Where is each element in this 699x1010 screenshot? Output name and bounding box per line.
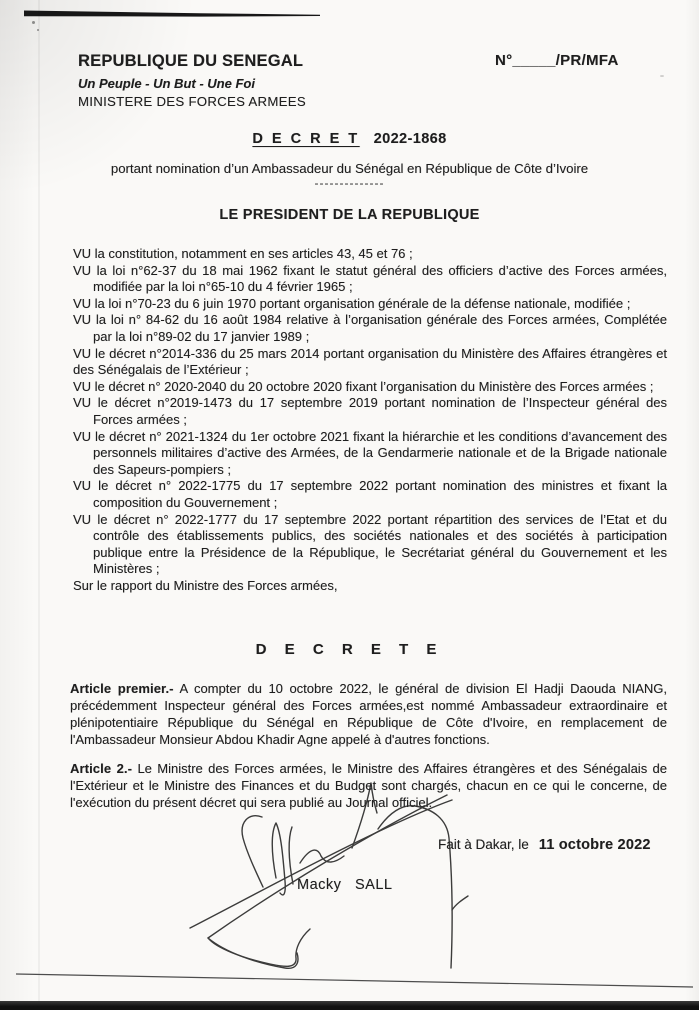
article-premier <box>70 681 667 749</box>
decree-title <box>0 131 699 147</box>
visa-clauses <box>73 246 667 594</box>
decree-date: 11 octobre 2022 <box>538 837 651 853</box>
article-2-text: Le Ministre des Forces armées, le Ministre des Affaires étrangères et des Sénégalais de l'Extérieur et le Ministre des Finances et du Budget sont chargés, chacun en ce qui le concerne, de l'exécution du présent décret qui sera publié au Journal officiel. <box>70 761 667 810</box>
place-date-label: Fait à Dakar, le <box>438 837 529 852</box>
reference-number: N°_____/PR/MFA <box>495 52 619 69</box>
republic-title: REPUBLIQUE DU SENEGAL <box>78 52 304 70</box>
authority-heading: LE PRESIDENT DE LA REPUBLIQUE <box>219 207 480 223</box>
scan-crease <box>38 0 40 1010</box>
decrete-heading: D E C R E T E <box>255 641 444 658</box>
visa-clause: VU le décret n°2019-1473 du 17 septembre 2019 portant nomination de l’Inspecteur général des Forces armées ; <box>73 395 667 427</box>
article-2 <box>70 761 667 812</box>
article-premier-label: Article premier.- <box>70 681 174 696</box>
visa-clause: VU la loi n°62-37 du 18 mai 1962 fixant le statut général des officiers d’active des Forces armées, modifiée par la loi n°65-10 du 4 février 1965 ; <box>73 262 667 295</box>
decree-subject: portant nomination d’un Ambassadeur du Sénégal en République de Côte d’Ivoire <box>110 161 589 176</box>
visa-clause: VU le décret n° 2022-1775 du 17 septembre 2022 portant nomination des ministres et fixant la composition du Gouvernement ; <box>73 478 667 510</box>
visa-clause: VU le décret n° 2022-1777 du 17 septembre 2022 portant répartition des services de l’Etat et du contrôle des établissements publics, des sociétés nationales et des sociétés à participation publique entre la Présidence de la République, le Secrétariat général du Gouvernement et les Ministères ; <box>73 511 667 577</box>
visa-clause: VU le décret n° 2021-1324 du 1er octobre 2021 fixant la hiérarchie et les conditions d’avancement des personnels militaires d’active des Armées, de la Gendarmerie nationale et de la Brigade nationale des Sapeurs-pompiers ; <box>73 428 667 477</box>
separator-dashes: -------------- <box>314 176 385 190</box>
ministry-name: MINISTERE DES FORCES ARMEES <box>78 94 306 109</box>
scan-top-edge-line <box>0 0 699 30</box>
visa-clause: VU la loi n° 84-62 du 16 août 1984 relative à l’organisation générale des Forces armées, Complétée par la loi n°89-02 du 17 janvier 1989 ; <box>73 312 667 344</box>
visa-clause: VU la loi n°70-23 du 6 juin 1970 portant organisation générale de la défense nationale, modifiée ; <box>73 295 631 311</box>
scan-bottom-edge <box>0 1001 699 1010</box>
place-and-date <box>438 837 651 853</box>
visa-clause: VU le décret n°2014-336 du 25 mars 2014 portant organisation du Ministère des Affaires étrangères et des Sénégalais de l’Extérieur ; <box>73 345 667 378</box>
visa-clause: VU la constitution, notamment en ses articles 43, 45 et 76 ; <box>73 246 413 261</box>
visa-clause: VU le décret n° 2020-2040 du 20 octobre 2020 fixant l’organisation du Ministère des Forces armées ; <box>73 378 654 394</box>
report-line: Sur le rapport du Ministre des Forces armées, <box>73 577 338 593</box>
signer-name: Macky SALL <box>297 877 393 893</box>
article-2-label: Article 2.- <box>70 761 133 776</box>
article-premier-text: A compter du 10 octobre 2022, le général de division El Hadji Daouda NIANG, précédemment Inspecteur général des Forces armées,est nommé Ambassadeur extraordinaire et plénipotentiaire République du Sénégal en République de Côte d'Ivoire, en remplacement de l'Ambassadeur Monsieur Abdou Khadir Agne appelé à d'autres fonctions. <box>70 681 668 747</box>
national-motto: Un Peuple - Un But - Une Foi <box>78 76 255 91</box>
scan-speck <box>660 75 664 77</box>
scan-speck <box>32 21 35 24</box>
decree-label: D E C R E T <box>252 131 360 147</box>
decree-number: 2022-1868 <box>373 131 447 147</box>
